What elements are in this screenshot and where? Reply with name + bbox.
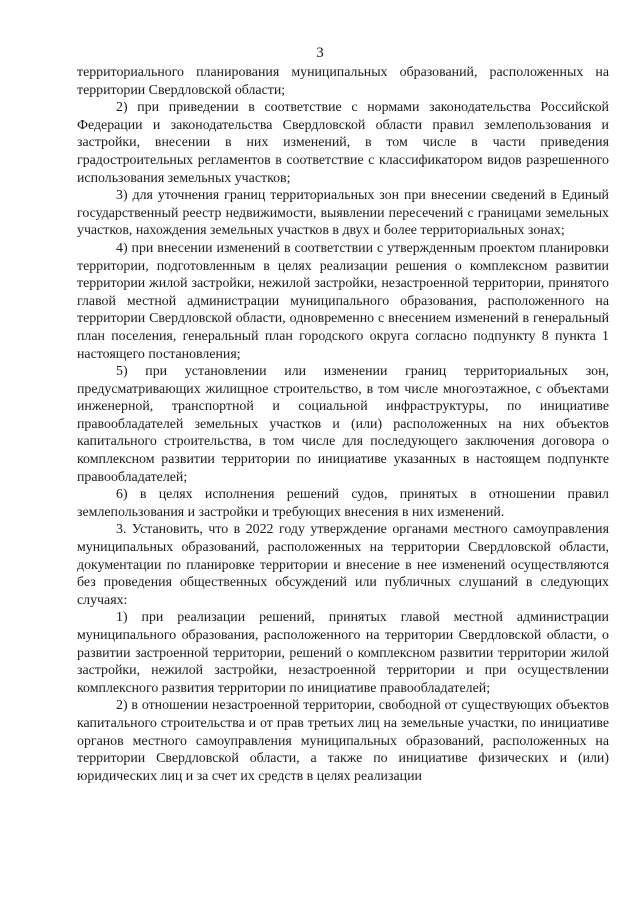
page-number: 3 <box>316 45 324 61</box>
paragraph-item-4: 4) при внесении изменений в соответствии с утвержденным проектом планировки территории, подготовленным в целях реализации решения о комплексном развитии территории жилой застройки, нежилой застройки, незастроенной территории, принятого главой местной администрации муниципального образования, расположенного на территории Свердловской области, одновременно с внесением изменений в генеральный план поселения, генеральный план городского округа согласно подпункту 8 пункта 1 настоящего постановления; <box>77 240 609 362</box>
paragraph-section-3-item-1: 1) при реализации решений, принятых главой местной администрации муниципального образования, расположенного на территории Свердловской области, о развитии застроенной территории, решений о комплексном развитии территории жилой застройки, нежилой застройки, незастроенной территории и при осуществлении комплексного развития территории по инициативе правообладателей; <box>77 610 609 696</box>
paragraph-continuation: территориального планирования муниципальных образований, расположенных на территории Свердловской области; <box>77 65 609 98</box>
paragraph-section-3: 3. Установить, что в 2022 году утверждение органами местного самоуправления муниципальных образований, расположенных на территории Свердловской области, документации по планировке территории и внесение в нее изменений осуществляются без проведения общественных обсуждений или публичных слушаний в следующих случаях: <box>77 522 609 608</box>
paragraph-item-6: 6) в целях исполнения решений судов, принятых в отношении правил землепользования и застройки и требующих внесения в них изменений. <box>77 487 609 520</box>
paragraph-section-3-item-2: 2) в отношении незастроенной территории, свободной от существующих объектов капитального строительства и от прав третьих лиц на земельные участки, по инициативе органов местного самоуправления муниципальных образований, расположенных на территории Свердловской области, а также по инициативе физических и (или) юридических лиц и за счет их средств в целях реализации <box>77 698 609 784</box>
paragraph-item-5: 5) при установлении или изменении границ территориальных зон, предусматривающих жилищное строительство, в том числе многоэтажное, с объектами инженерной, транспортной и социальной инфраструктуры, по инициативе правообладателей земельных участков и (или) расположенных на них объектов капитального строительства, в том числе для последующего заключения договора о комплексном развитии территории по инициативе указанных в настоящем подпункте правообладателей; <box>77 364 609 485</box>
paragraph-item-2: 2) при приведении в соответствие с нормами законодательства Российской Федерации и законодательства Свердловской области правил землепользования и застройки, внесении в них изменений, в том числе в части приведения градостроительных регламентов в соответствие с классификатором видов разрешенного использования земельных участков; <box>77 100 609 186</box>
document-body <box>77 64 609 785</box>
paragraph-item-3: 3) для уточнения границ территориальных зон при внесении сведений в Единый государственный реестр недвижимости, выявлении пересечений с границами земельных участков, нахождения земельных участков в двух и более территориальных зонах; <box>77 188 609 239</box>
